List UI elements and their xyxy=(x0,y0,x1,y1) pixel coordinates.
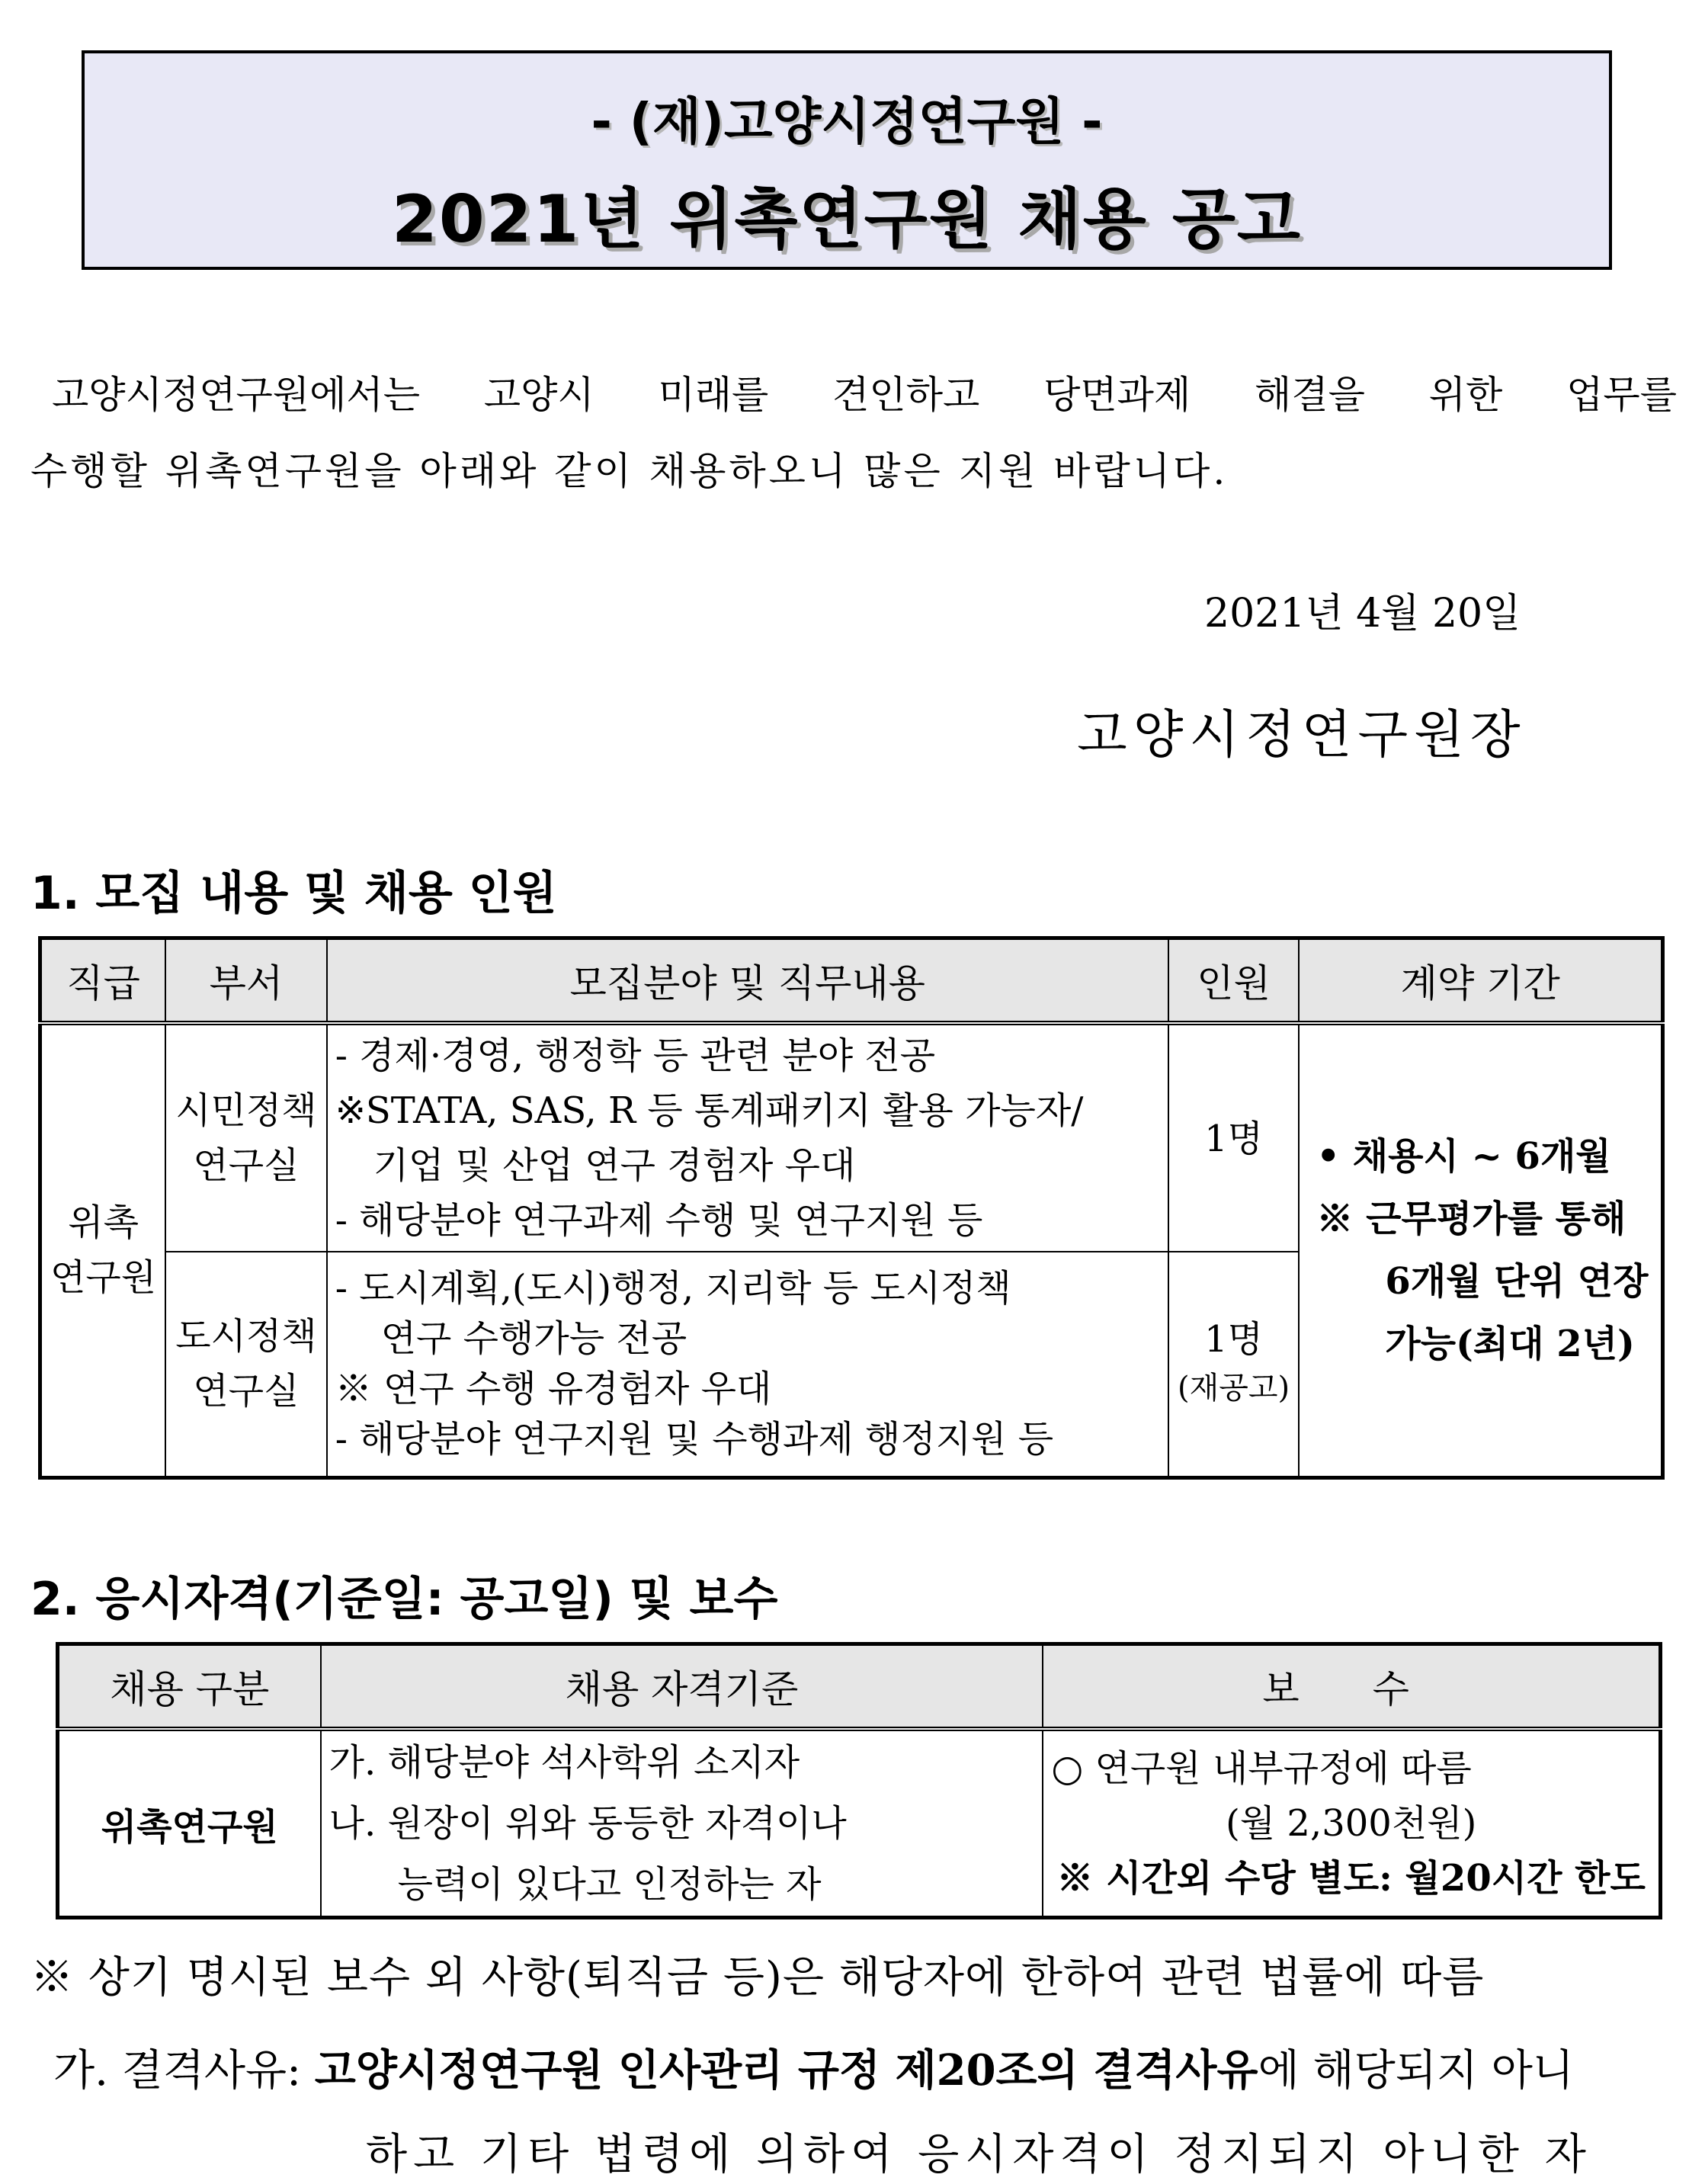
table-row xyxy=(40,1023,1663,1252)
header-category: 채용 구분 xyxy=(58,1644,321,1730)
clause-line-2: 하고 기타 법령에 의하여 응시자격이 정지되지 아니한 자 xyxy=(366,2130,1592,2179)
count-cell xyxy=(1168,1252,1300,1477)
pay-line: ○ 연구원 내부규정에 따름 xyxy=(1051,1747,1472,1790)
duties-cell xyxy=(327,1023,1168,1252)
section-1-title: 1. 모집 내용 및 채용 인원 xyxy=(30,867,557,920)
header-period: 계약 기간 xyxy=(1299,938,1662,1024)
pay-line: (월 2,300천원) xyxy=(1226,1802,1477,1845)
qualification-table xyxy=(56,1642,1662,1919)
criteria-line: 능력이 있다고 인정하는 자 xyxy=(397,1863,822,1906)
clause-bold: 고양시정연구원 인사관리 규정 제20조의 결격사유 xyxy=(314,2045,1258,2096)
title-box xyxy=(82,50,1612,270)
criteria-line: 나. 원장이 위와 동등한 자격이나 xyxy=(329,1802,847,1845)
recruitment-table xyxy=(38,936,1665,1480)
section-2-title: 2. 응시자격(기준일: 공고일) 및 보수 xyxy=(30,1573,778,1626)
criteria-cell xyxy=(321,1729,1043,1918)
intro-line-1: 고양시정연구원에서는 고양시 미래를 견인하고 당면과제 해결을 위한 업무를 xyxy=(52,373,1677,417)
clause-label: 가. 결격사유: xyxy=(53,2046,301,2096)
pay-cell xyxy=(1043,1729,1660,1918)
header-pay: 보 수 xyxy=(1043,1644,1660,1730)
count-value: 1명 xyxy=(1204,1318,1264,1361)
position-cell: 위촉 연구원 xyxy=(40,1023,166,1477)
category-cell: 위촉연구원 xyxy=(58,1729,321,1918)
org-name: - (재)고양시정연구원 - xyxy=(591,92,1103,151)
header-duties: 모집분야 및 직무내용 xyxy=(327,938,1168,1024)
duty-line: 연구 수행가능 전공 xyxy=(380,1317,687,1361)
period-line: • 채용시 ~ 6개월 xyxy=(1316,1135,1611,1179)
count-note: (재공고) xyxy=(1178,1371,1290,1406)
table-header-row xyxy=(40,938,1663,1024)
duty-line: - 해당분야 연구지원 및 수행과제 행정지원 등 xyxy=(335,1418,1054,1461)
duty-line: - 해당분야 연구과제 수행 및 연구지원 등 xyxy=(335,1199,983,1242)
signer: 고양시정연구원장 xyxy=(1077,705,1527,765)
header-count: 인원 xyxy=(1168,938,1300,1024)
period-cell xyxy=(1299,1023,1662,1477)
duty-line: ※ 연구 수행 유경험자 우대 xyxy=(335,1368,772,1411)
header-position: 직급 xyxy=(40,938,166,1024)
table-row xyxy=(58,1729,1661,1918)
page-title: 2021년 위촉연구원 채용 공고 xyxy=(392,181,1302,258)
header-criteria: 채용 자격기준 xyxy=(321,1644,1043,1730)
period-line: 6개월 단위 연장 xyxy=(1385,1260,1649,1304)
count-cell xyxy=(1168,1023,1300,1252)
intro-paragraph xyxy=(30,357,1677,509)
table-header-row xyxy=(58,1644,1661,1730)
period-line: ※ 근무평가를 통해 xyxy=(1316,1198,1626,1241)
header-department: 부서 xyxy=(165,938,327,1024)
pay-note: ※ 상기 명시된 보수 외 사항(퇴직금 등)은 해당자에 한하여 관련 법률에 따름 xyxy=(30,1953,1485,2003)
department-cell: 시민정책 연구실 xyxy=(165,1023,327,1252)
count-value: 1명 xyxy=(1204,1118,1264,1160)
intro-line-2: 수행할 위촉연구원을 아래와 같이 채용하오니 많은 지원 바랍니다. xyxy=(30,449,1229,493)
clause-rest: 에 해당되지 아니 xyxy=(1258,2046,1574,2096)
duty-line: 기업 및 산업 연구 경험자 우대 xyxy=(373,1144,856,1187)
department-cell: 도시정책 연구실 xyxy=(165,1252,327,1477)
duty-line: - 경제·경영, 행정학 등 관련 분야 전공 xyxy=(335,1034,936,1077)
pay-line: ※ 시간외 수당 별도: 월20시간 한도 xyxy=(1056,1857,1646,1900)
duties-cell xyxy=(327,1252,1168,1477)
duty-line: ※STATA, SAS, R 등 통계패키지 활용 가능자/ xyxy=(335,1089,1084,1132)
criteria-line: 가. 해당분야 석사학위 소지자 xyxy=(329,1741,800,1784)
duty-line: - 도시계획,(도시)행정, 지리학 등 도시정책 xyxy=(335,1267,1011,1310)
announcement-date: 2021년 4월 20일 xyxy=(1204,591,1521,637)
disqualification-clause xyxy=(53,2037,1574,2098)
period-line: 가능(최대 2년) xyxy=(1385,1323,1635,1366)
